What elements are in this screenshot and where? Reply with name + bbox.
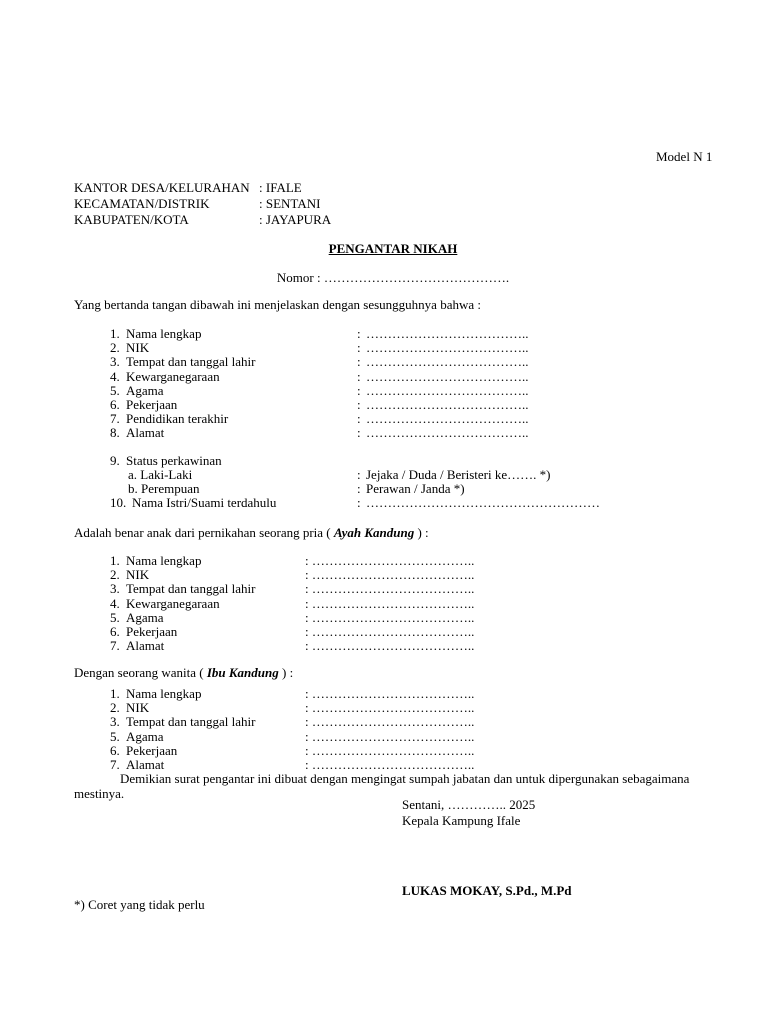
field-number: 7. <box>110 638 120 654</box>
field-number: 2. <box>110 340 120 356</box>
field-number: 1. <box>110 686 120 701</box>
father-intro-pre: Adalah benar anak dari pernikahan seorang pria ( <box>74 525 331 540</box>
mother-field-row <box>110 730 510 744</box>
applicant-field-row <box>110 341 560 355</box>
field-colon: : <box>357 354 361 370</box>
mother-field-row <box>110 687 510 701</box>
signature-position: Kepala Kampung Ifale <box>402 813 521 828</box>
field-label: Agama <box>126 728 164 744</box>
field-value: : ……………………………….. <box>305 553 475 568</box>
closing-line-1: Demikian surat pengantar ini dibuat dengan mengingat sumpah jabatan dan untuk dipergunakan sebagaimana <box>120 771 690 786</box>
field-value: ……………………………….. <box>366 354 529 370</box>
field-label: Pekerjaan <box>126 742 178 758</box>
field-number: 3. <box>110 581 120 597</box>
applicant-field-row <box>110 384 560 398</box>
mother-intro-emphasis: Ibu Kandung <box>206 665 279 680</box>
father-field-row <box>110 568 510 582</box>
applicant-field-row <box>110 327 560 341</box>
father-intro-post: ) : <box>417 525 429 540</box>
field-value: : ……………………………….. <box>305 700 475 716</box>
mother-intro-pre: Dengan seorang wanita ( <box>74 665 204 680</box>
status-item-colon: : <box>357 467 361 482</box>
field-number: 3. <box>110 714 120 730</box>
field-value: ……………………………….. <box>366 397 529 412</box>
field-number: 4. <box>110 595 120 611</box>
field-number: 1. <box>110 326 120 341</box>
field-label: Tempat dan tanggal lahir <box>126 354 256 370</box>
header-label: KABUPATEN/KOTA <box>74 212 189 227</box>
field-number: 6. <box>110 742 120 758</box>
field-colon: : <box>357 382 361 398</box>
field-value: : ……………………………….. <box>305 757 475 772</box>
field-value: : ……………………………….. <box>305 686 475 701</box>
header-value: : SENTANI <box>259 196 321 211</box>
field-value: : ……………………………….. <box>305 581 475 597</box>
field-number: 7. <box>110 411 120 427</box>
signature-name: LUKAS MOKAY, S.Pd., M.Pd <box>402 883 572 898</box>
field-value: : ……………………………….. <box>305 638 475 654</box>
field-label: Nama lengkap <box>126 553 202 568</box>
field-value: : ……………………………….. <box>305 567 475 583</box>
father-field-row <box>110 611 510 625</box>
status-item-value: Perawan / Janda *) <box>366 481 465 496</box>
header-row-kecamatan <box>74 197 474 211</box>
field-number: 2. <box>110 700 120 716</box>
mother-intro <box>74 666 293 680</box>
field-label: Tempat dan tanggal lahir <box>126 714 256 730</box>
status-prev-colon: : <box>357 495 361 510</box>
footnote: *) Coret yang tidak perlu <box>74 897 205 912</box>
field-label: Agama <box>126 382 164 398</box>
field-number: 2. <box>110 567 120 583</box>
mother-intro-post: ) : <box>282 665 294 680</box>
applicant-field-row <box>110 426 560 440</box>
mother-field-row <box>110 758 510 772</box>
status-num: 9. <box>110 453 120 468</box>
field-value: : ……………………………….. <box>305 728 475 744</box>
header-value: : JAYAPURA <box>259 212 332 227</box>
field-number: 6. <box>110 624 120 639</box>
header-row-kantor <box>74 181 474 195</box>
header-label: KANTOR DESA/KELURAHAN <box>74 180 250 195</box>
field-value: : ……………………………….. <box>305 595 475 611</box>
header-row-kabupaten <box>74 213 474 227</box>
applicant-field-row <box>110 370 560 384</box>
intro-text: Yang bertanda tangan dibawah ini menjelaskan dengan sesungguhnya bahwa : <box>74 297 481 312</box>
field-label: Nama lengkap <box>126 326 202 341</box>
field-colon: : <box>357 411 361 427</box>
mother-field-row <box>110 701 510 715</box>
father-field-row <box>110 582 510 596</box>
field-number: 3. <box>110 354 120 370</box>
field-number: 8. <box>110 425 120 441</box>
mother-field-row <box>110 715 510 729</box>
father-field-row <box>110 625 510 639</box>
field-value: : ……………………………….. <box>305 714 475 730</box>
applicant-field-row <box>110 355 560 369</box>
field-number: 1. <box>110 553 120 568</box>
status-item-value: Jejaka / Duda / Beristeri ke……. *) <box>366 467 551 482</box>
field-label: Alamat <box>126 425 165 441</box>
header-value: : IFALE <box>259 180 302 195</box>
field-label: Pendidikan terakhir <box>126 411 229 427</box>
father-intro <box>74 526 429 540</box>
applicant-field-row <box>110 398 560 412</box>
mother-field-row <box>110 744 510 758</box>
field-label: Tempat dan tanggal lahir <box>126 581 256 597</box>
field-label: NIK <box>126 700 150 716</box>
field-number: 7. <box>110 757 120 772</box>
signature-place-date: Sentani, ………….. 2025 <box>402 797 536 812</box>
field-value: : ……………………………….. <box>305 609 475 625</box>
field-value: ……………………………….. <box>366 382 529 398</box>
status-item-label: b. Perempuan <box>128 481 200 496</box>
status-prev-label: Nama Istri/Suami terdahulu <box>132 495 277 510</box>
father-field-row <box>110 639 510 653</box>
field-label: Pekerjaan <box>126 397 178 412</box>
status-row-previous-spouse <box>110 496 610 510</box>
field-number: 5. <box>110 609 120 625</box>
field-label: Nama lengkap <box>126 686 202 701</box>
status-heading <box>110 454 610 468</box>
field-number: 5. <box>110 728 120 744</box>
field-label: NIK <box>126 567 150 583</box>
field-value: : ……………………………….. <box>305 624 475 639</box>
model-label: Model N 1 <box>656 149 713 164</box>
field-value: ……………………………….. <box>366 326 529 341</box>
field-number: 4. <box>110 368 120 384</box>
header-label: KECAMATAN/DISTRIK <box>74 196 210 211</box>
field-number: 5. <box>110 382 120 398</box>
field-colon: : <box>357 425 361 441</box>
status-item-colon: : <box>357 481 361 496</box>
document-title: PENGANTAR NIKAH <box>328 241 458 256</box>
status-label: Status perkawinan <box>126 453 222 468</box>
status-row-male <box>128 468 578 482</box>
field-label: Alamat <box>126 638 165 654</box>
field-number: 6. <box>110 397 120 412</box>
field-colon: : <box>357 397 361 412</box>
field-label: Kewarganegaraan <box>126 368 220 384</box>
field-colon: : <box>357 368 361 384</box>
status-row-female <box>128 482 578 496</box>
father-intro-emphasis: Ayah Kandung <box>333 525 415 540</box>
closing-line-2: mestinya. <box>74 786 125 801</box>
field-value: ……………………………….. <box>366 425 529 441</box>
field-value: ……………………………….. <box>366 340 529 356</box>
status-prev-value: ……………………………………………… <box>366 495 600 510</box>
field-label: Alamat <box>126 757 165 772</box>
father-field-row <box>110 554 510 568</box>
status-item-label: a. Laki-Laki <box>128 467 193 482</box>
applicant-field-row <box>110 412 560 426</box>
field-label: Kewarganegaraan <box>126 595 220 611</box>
field-value: ……………………………….. <box>366 368 529 384</box>
father-field-row <box>110 597 510 611</box>
status-prev-num: 10. <box>110 495 127 510</box>
field-value: ……………………………….. <box>366 411 529 427</box>
field-label: NIK <box>126 340 150 356</box>
field-value: : ……………………………….. <box>305 742 475 758</box>
field-colon: : <box>357 340 361 356</box>
field-label: Agama <box>126 609 164 625</box>
field-label: Pekerjaan <box>126 624 178 639</box>
field-colon: : <box>357 326 361 341</box>
nomor-line: Nomor : ……………………………………. <box>276 270 510 285</box>
